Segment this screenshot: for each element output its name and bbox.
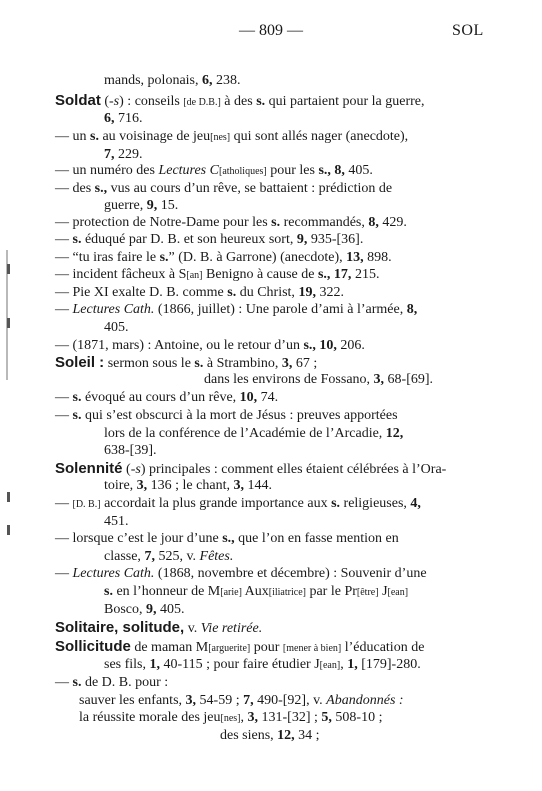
- index-line: dans les environs de Fossano, 3, 68-[69].: [204, 372, 434, 387]
- index-line: ses fils, 1, 40-115 ; pour faire étudier J[ean], 1, [179]-280.: [104, 657, 421, 672]
- index-line: — s. qui s’est obscurci à la mort de Jésus : preuves apportées: [55, 408, 398, 423]
- index-line: — incident fâcheux à S[an] Benigno à cause de s., 17, 215.: [55, 267, 380, 282]
- margin-mark: [7, 318, 10, 328]
- index-entry-soleil: Soleil : sermon sous le s. à Strambino, 3, 67 ;: [55, 354, 318, 371]
- index-entry-solennite: Solennité (-s) principales : comment elles étaient célébrées à l’Ora-: [55, 460, 447, 477]
- index-line: 6, 716.: [104, 111, 143, 126]
- index-line: la réussite morale des jeu[nes], 3, 131-[32] ; 5, 508-10 ;: [79, 710, 383, 725]
- page-number: — 809 —: [239, 22, 303, 39]
- index-line: 451.: [104, 514, 129, 529]
- margin-mark: [7, 525, 10, 535]
- index-line: — s. évoqué au cours d’un rêve, 10, 74.: [55, 390, 279, 405]
- index-line: — Lectures Cath. (1868, novembre et décembre) : Souvenir d’une: [55, 566, 427, 581]
- index-line: — lorsque c’est le jour d’une s., que l’on en fasse mention en: [55, 531, 399, 546]
- index-line: — des s., vus au cours d’un rêve, se battaient : prédiction de: [55, 181, 393, 196]
- index-line: lors de la conférence de l’Académie de l’Arcadie, 12,: [104, 426, 404, 441]
- index-line: des siens, 12, 34 ;: [220, 728, 320, 743]
- index-line: — (1871, mars) : Antoine, ou le retour d’un s., 10, 206.: [55, 338, 365, 353]
- index-line: 638-[39].: [104, 443, 157, 458]
- index-line: — s. éduqué par D. B. et son heureux sort, 9, 935-[36].: [55, 232, 364, 247]
- index-line: — Lectures Cath. (1866, juillet) : Une parole d’ami à l’armée, 8,: [55, 302, 418, 317]
- index-line: — un numéro des Lectures C[atholiques] pour les s., 8, 405.: [55, 163, 373, 178]
- index-line: — s. de D. B. pour :: [55, 675, 169, 690]
- index-line: sauver les enfants, 3, 54-59 ; 7, 490-[92], v. Abandonnés :: [79, 693, 404, 708]
- index-entry-sollicitude: Sollicitude de maman M[arguerite] pour [mener à bien] l’éducation de: [55, 638, 425, 655]
- index-line: — [D. B.] accordait la plus grande importance aux s. religieuses, 4,: [55, 496, 421, 511]
- index-line: — un s. au voisinage de jeu[nes] qui sont allés nager (anecdote),: [55, 129, 409, 144]
- margin-mark: [7, 492, 10, 502]
- index-line: mands, polonais, 6, 238.: [104, 73, 241, 88]
- index-entry-solitaire: Solitaire, solitude, v. Vie retirée.: [55, 619, 263, 636]
- margin-mark: [7, 264, 10, 274]
- index-line: guerre, 9, 15.: [104, 198, 179, 213]
- index-line: 405.: [104, 320, 129, 335]
- index-line: classe, 7, 525, v. Fêtes.: [104, 549, 234, 564]
- index-line: — protection de Notre-Dame pour les s. recommandés, 8, 429.: [55, 215, 407, 230]
- index-line: — “tu iras faire le s.” (D. B. à Garrone) (anecdote), 13, 898.: [55, 250, 392, 265]
- index-entry-soldat: Soldat (-s) : conseils [de D.B.] à des s. qui partaient pour la guerre,: [55, 92, 425, 109]
- index-line: toire, 3, 136 ; le chant, 3, 144.: [104, 478, 272, 493]
- index-line: 7, 229.: [104, 147, 143, 162]
- index-line: — Pie XI exalte D. B. comme s. du Christ, 19, 322.: [55, 285, 344, 300]
- index-line: s. en l’honneur de M[arie] Aux[iliatrice] par le Pr[être] J[ean]: [104, 584, 409, 599]
- index-line: Bosco, 9, 405.: [104, 602, 185, 617]
- section-heading: SOL: [452, 22, 484, 39]
